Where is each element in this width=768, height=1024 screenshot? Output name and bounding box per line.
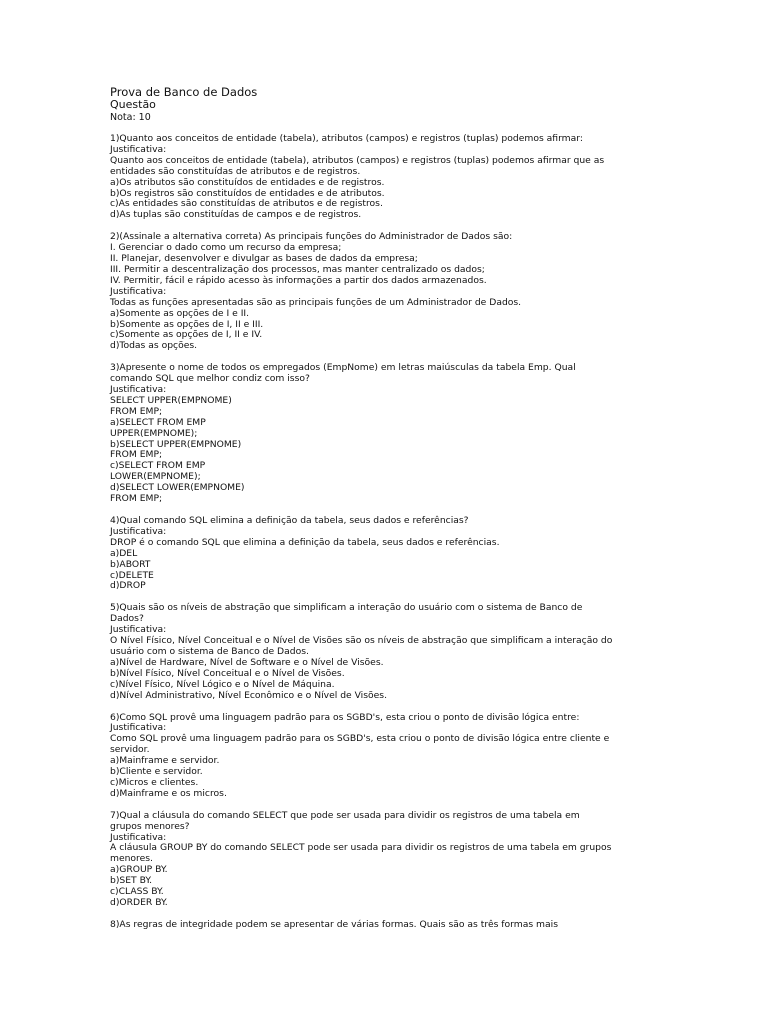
question-line: IV. Permitir, fácil e rápido acesso às informações a partir dos dados armazenados. [110,274,487,286]
question-line: d)SELECT LOWER(EMPNOME) [110,482,245,494]
question-line: c)Micros e clientes. [110,776,199,788]
question-list [110,133,613,931]
question-line: Justificativa: [110,624,167,636]
question-line: grupos menores? [110,820,190,832]
question-line: c)Somente as opções de I, II e IV. [110,329,263,341]
question-line: LOWER(EMPNOME); [110,471,201,483]
question-line: Justificativa: [110,384,167,396]
question-line: UPPER(EMPNOME); [110,427,198,439]
question-line: 1)Quanto aos conceitos de entidade (tabela), atributos (campos) e registros (tuplas) podemos afirmar: [110,133,583,144]
question-line: d)DROP [110,580,146,592]
document-subtitle: Questão [110,98,156,111]
question-line: b)Os registros são constituídos de entidades e de atributos. [110,187,385,199]
question-line: d)ORDER BY. [110,897,168,908]
question-line: 8)As regras de integridade podem se apresentar de várias formas. Quais são as três formas mais [110,918,558,930]
question-line: b)SELECT UPPER(EMPNOME) [110,438,242,450]
document-title: Prova de Banco de Dados [110,85,258,99]
grade-label: Nota: 10 [110,112,151,123]
question-line: Justificativa: [110,831,167,843]
question-line: b)Cliente e servidor. [110,766,203,778]
question-line: 7)Qual a cláusula do comando SELECT que pode ser usada para dividir os registros de uma tabela em [110,809,580,821]
question-line: b)SET BY. [110,875,153,887]
question-line: FROM EMP; [110,405,163,417]
question-line: c)CLASS BY. [110,886,164,898]
question-line: d)Mainframe e os micros. [110,787,227,799]
question-line: Dados? [110,613,144,625]
question-line: usuário com o sistema de Banco de Dados. [110,645,309,657]
question-line: Todas as funções apresentadas são as principais funções de um Administrador de Dados. [110,296,522,308]
question-line: Justificativa: [110,143,167,155]
question-line: a)Nível de Hardware, Nível de Software e o Nível de Visões. [110,656,384,668]
question-line: entidades são constituídas de atributos e de registros. [110,165,361,177]
question-line: b)Nível Físico, Nível Conceitual e o Nível de Visões. [110,667,345,679]
question-line: 3)Apresente o nome de todos os empregados (EmpNome) em letras maiúsculas da tabela Emp. Qual [110,362,576,374]
question-line: 6)Como SQL provê uma linguagem padrão para os SGBD's, esta criou o ponto de divisão lógica entre: [110,711,580,723]
question-block [110,363,610,505]
question-line: 2)(Assinale a alternativa correta) As principais funções do Administrador de Dados são: [110,231,513,243]
question-line: b)Somente as opções de I, II e III. [110,318,264,330]
question-line: I. Gerenciar o dado como um recurso da empresa; [110,242,342,254]
question-line: a)Os atributos são constituídos de entidades e de registros. [110,176,385,188]
question-line: Justificativa: [110,285,167,297]
question-block [110,713,610,800]
question-line: FROM EMP; [110,449,163,461]
document-page [110,85,613,942]
question-line: II. Planejar, desenvolver e divulgar as bases de dados da empresa; [110,253,418,265]
question-block [110,920,610,931]
question-line: III. Permitir a descentralização dos processos, mas manter centralizado os dados; [110,263,485,275]
question-line: a)Mainframe e servidor. [110,755,220,767]
question-line: O Nível Físico, Nível Conceitual e o Nível de Visões são os níveis de abstração que simplificam a interação do [110,635,613,647]
question-line: c)DELETE [110,569,154,581]
question-line: a)SELECT FROM EMP [110,416,206,428]
question-line: comando SQL que melhor condiz com isso? [110,373,310,385]
question-line: a)DEL [110,547,138,559]
question-line: c)Nível Físico, Nível Lógico e o Nível de Máquina. [110,678,335,690]
question-block [110,602,613,701]
question-line: 4)Qual comando SQL elimina a definição da tabela, seus dados e referências? [110,515,469,526]
question-line: Quanto aos conceitos de entidade (tabela), atributos (campos) e registros (tuplas) podemos afirmar que as [110,154,605,166]
question-block [110,232,610,352]
question-block [110,811,610,909]
question-line: menores. [110,853,153,865]
question-line: DROP é o comando SQL que elimina a definição da tabela, seus dados e referências. [110,536,500,548]
question-block [110,134,610,221]
question-line: a)Somente as opções de I e II. [110,307,250,319]
question-line: servidor. [110,744,150,756]
question-block [110,516,610,592]
question-line: d)Todas as opções. [110,340,198,352]
question-line: Justificativa: [110,722,167,734]
question-line: Justificativa: [110,525,167,537]
question-line: d)As tuplas são constituídas de campos e de registros. [110,209,362,221]
question-line: A cláusula GROUP BY do comando SELECT pode ser usada para dividir os registros de uma tabela em grupos [110,842,612,854]
question-line: b)ABORT [110,558,151,570]
question-line: c)As entidades são constituídas de atributos e de registros. [110,198,383,210]
question-line: c)SELECT FROM EMP [110,460,206,472]
question-line: d)Nível Administrativo, Nível Econômico e o Nível de Visões. [110,689,388,701]
question-line: FROM EMP; [110,493,163,505]
question-line: SELECT UPPER(EMPNOME) [110,394,232,406]
question-line: Como SQL provê uma linguagem padrão para os SGBD's, esta criou o ponto de divisão lógica entre cliente e [110,733,610,745]
question-line: 5)Quais são os níveis de abstração que simplificam a interação do usuário com o sistema de Banco de [110,602,583,614]
question-line: a)GROUP BY. [110,864,168,876]
